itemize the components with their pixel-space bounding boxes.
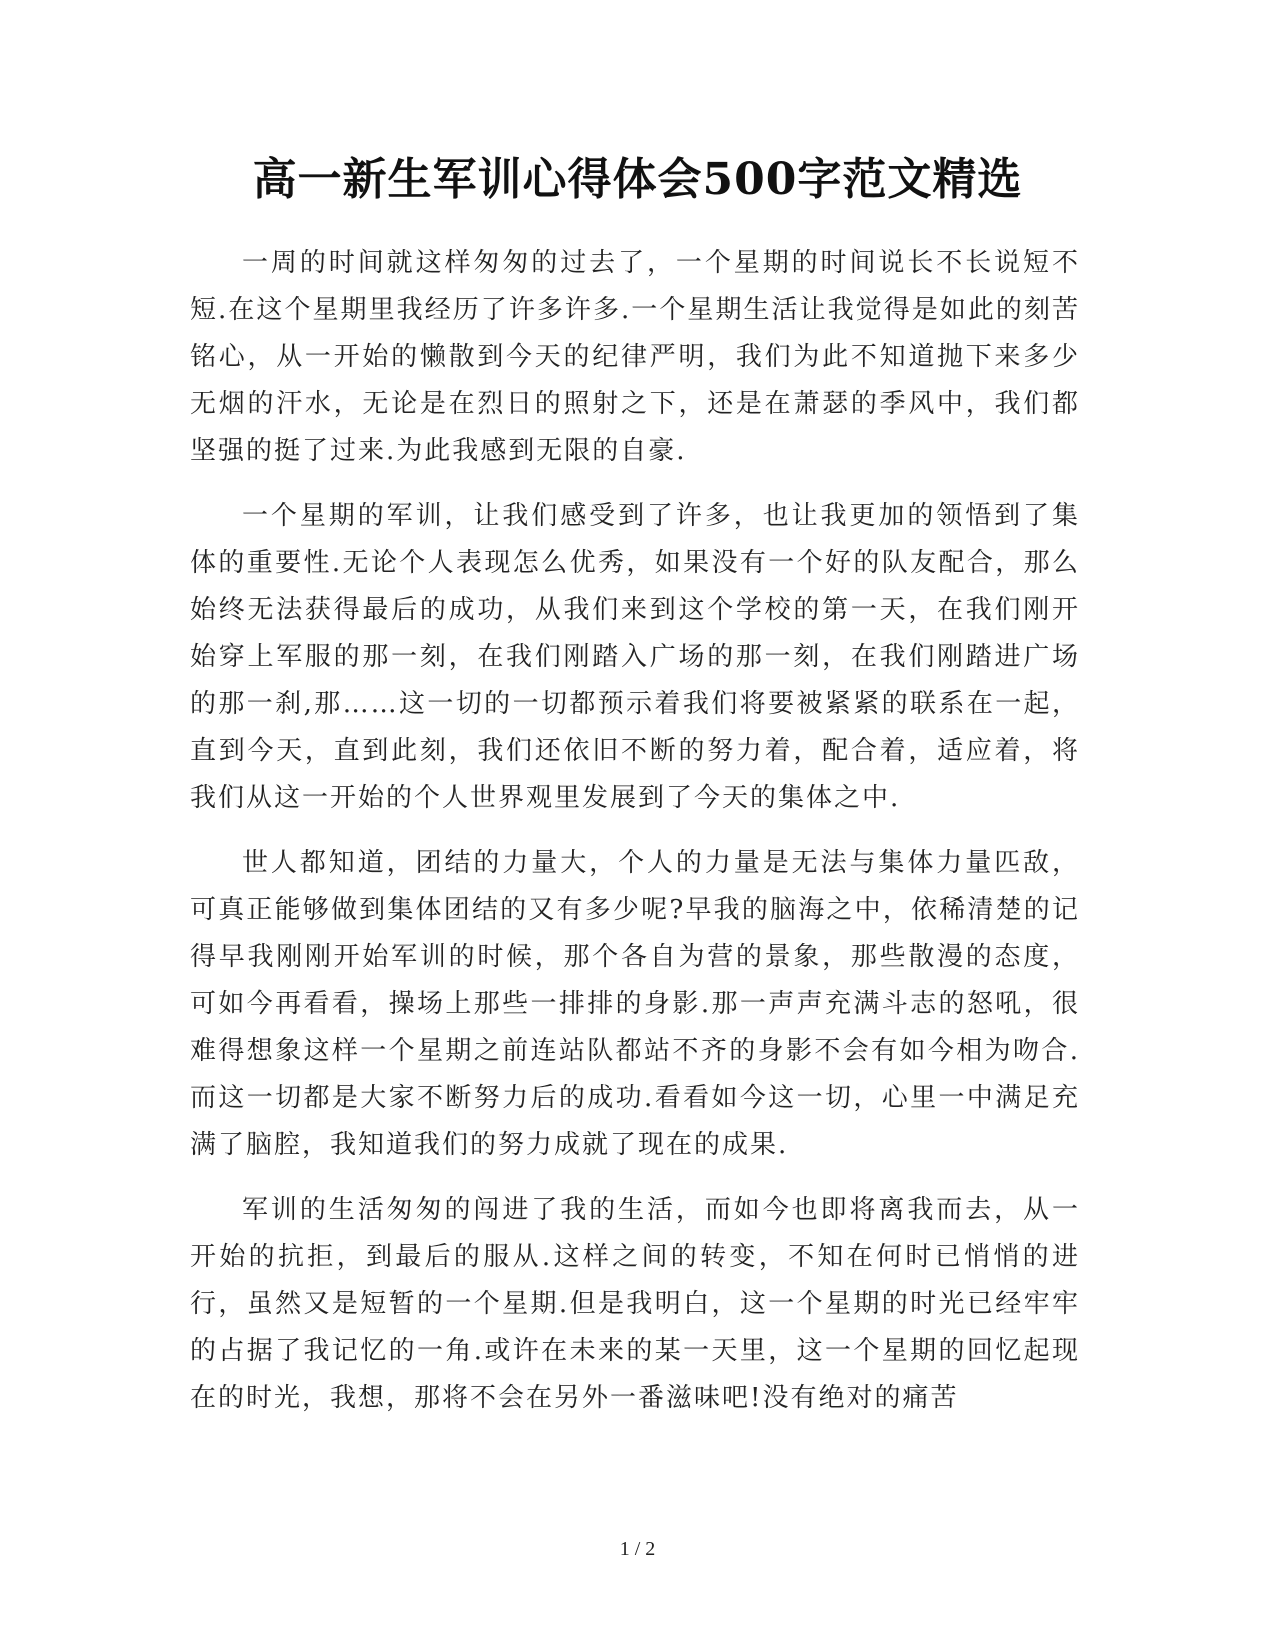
page-number: 1 / 2 — [619, 1538, 656, 1560]
paragraph-1: 一周的时间就这样匆匆的过去了，一个星期的时间说长不长说短不短.在这个星期里我经历了许多许多.一个星期生活让我觉得是如此的刻苦铭心，从一开始的懒散到今天的纪律严明，我们为此不知道抛下来多少无烟的汗水，无论是在烈日的照射之下，还是在萧瑟的季风中，我们都坚强的挺了过来.为此我感到无限的自豪. — [190, 248, 1080, 466]
paragraph-2: 一个星期的军训，让我们感受到了许多，也让我更加的领悟到了集体的重要性.无论个人表现怎么优秀，如果没有一个好的队友配合，那么始终无法获得最后的成功，从我们来到这个学校的第一天，在我们刚开始穿上军服的那一刻，在我们刚踏入广场的那一刻，在我们刚踏进广场的那一刹,那……这一切的一切都预示着我们将要被紧紧的联系在一起，直到今天，直到此刻，我们还依旧不断的努力着，配合着，适应着，将我们从这一开始的个人世界观里发展到了今天的集体之中. — [190, 501, 1080, 813]
document-title: 高一新生军训心得体会500字范文精选 — [252, 154, 1023, 205]
document-body — [190, 240, 1080, 1440]
paragraph-3: 世人都知道，团结的力量大，个人的力量是无法与集体力量匹敌，可真正能够做到集体团结的又有多少呢?早我的脑海之中，依稀清楚的记得早我刚刚开始军训的时候，那个各自为营的景象，那些散漫的态度，可如今再看看，操场上那些一排排的身影.那一声声充满斗志的怒吼，很难得想象这样一个星期之前连站队都站不齐的身影不会有如今相为吻合.而这一切都是大家不断努力后的成功.看看如今这一切，心里一中满足充满了脑腔，我知道我们的努力成就了现在的成果. — [190, 848, 1080, 1160]
paragraph-4: 军训的生活匆匆的闯进了我的生活，而如今也即将离我而去，从一开始的抗拒，到最后的服从.这样之间的转变，不知在何时已悄悄的进行，虽然又是短暂的一个星期.但是我明白，这一个星期的时光已经牢牢的占据了我记忆的一角.或许在未来的某一天里，这一个星期的回忆起现在的时光，我想，那将不会在另外一番滋味吧!没有绝对的痛苦 — [190, 1195, 1080, 1413]
